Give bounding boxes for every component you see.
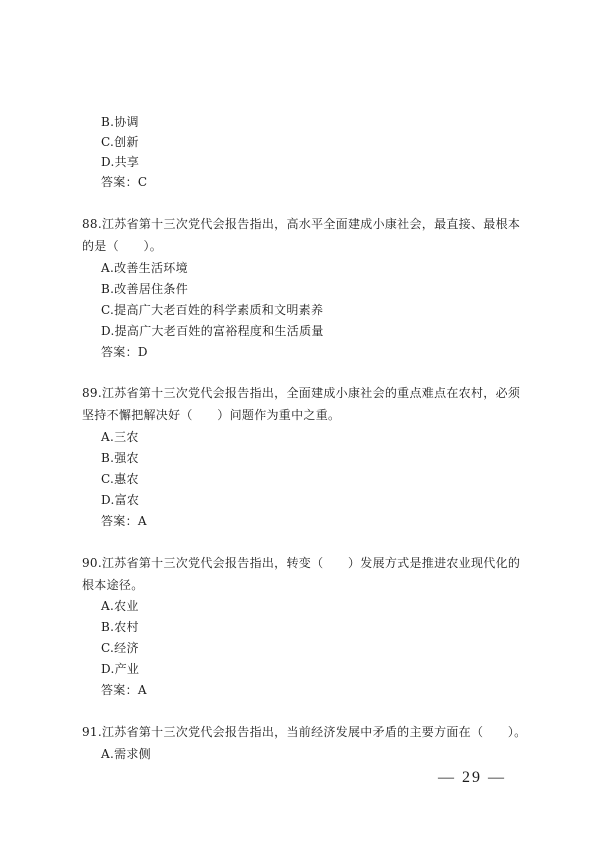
q90-option-a: A.农业 [101,599,139,613]
q88-answer: 答案：D [101,345,148,359]
answer: 答案：C [101,175,148,189]
q89-option-d: D.富农 [101,493,140,507]
option-c: C.创新 [101,135,139,149]
q91-option-a: A.需求侧 [101,747,151,761]
question-90-line1: 90.江苏省第十三次党代会报告指出，转变（ ）发展方式是推进农业现代化的 [82,556,521,570]
page-number: — 29 — [438,769,506,786]
q88-option-a: A.改善生活环境 [101,261,188,275]
q89-option-b: B.强农 [101,451,139,465]
q89-option-a: A.三农 [101,430,139,444]
q90-option-b: B.农村 [101,620,139,634]
option-b: B.协调 [101,115,139,129]
q90-option-d: D.产业 [101,662,140,676]
option-d: D.共享 [101,155,140,169]
question-90-line2: 根本途径。 [82,578,144,592]
question-88-line1: 88.江苏省第十三次党代会报告指出，高水平全面建成小康社会，最直接、最根本 [82,217,521,231]
q88-option-d: D.提高广大老百姓的富裕程度和生活质量 [101,324,324,338]
q90-answer: 答案：A [101,683,147,697]
q90-option-c: C.经济 [101,641,139,655]
question-89-line2: 坚持不懈把解决好（ ）问题作为重中之重。 [82,408,341,422]
q89-answer: 答案：A [101,514,147,528]
question-91-line1: 91.江苏省第十三次党代会报告指出，当前经济发展中矛盾的主要方面在（ ）。 [82,725,527,739]
q88-option-c: C.提高广大老百姓的科学素质和文明素养 [101,303,324,317]
q88-option-b: B.改善居住条件 [101,282,189,296]
question-89-line1: 89.江苏省第十三次党代会报告指出，全面建成小康社会的重点难点在农村，必须 [82,386,521,400]
q89-option-c: C.惠农 [101,472,139,486]
question-88-line2: 的是（ ）。 [82,239,163,253]
